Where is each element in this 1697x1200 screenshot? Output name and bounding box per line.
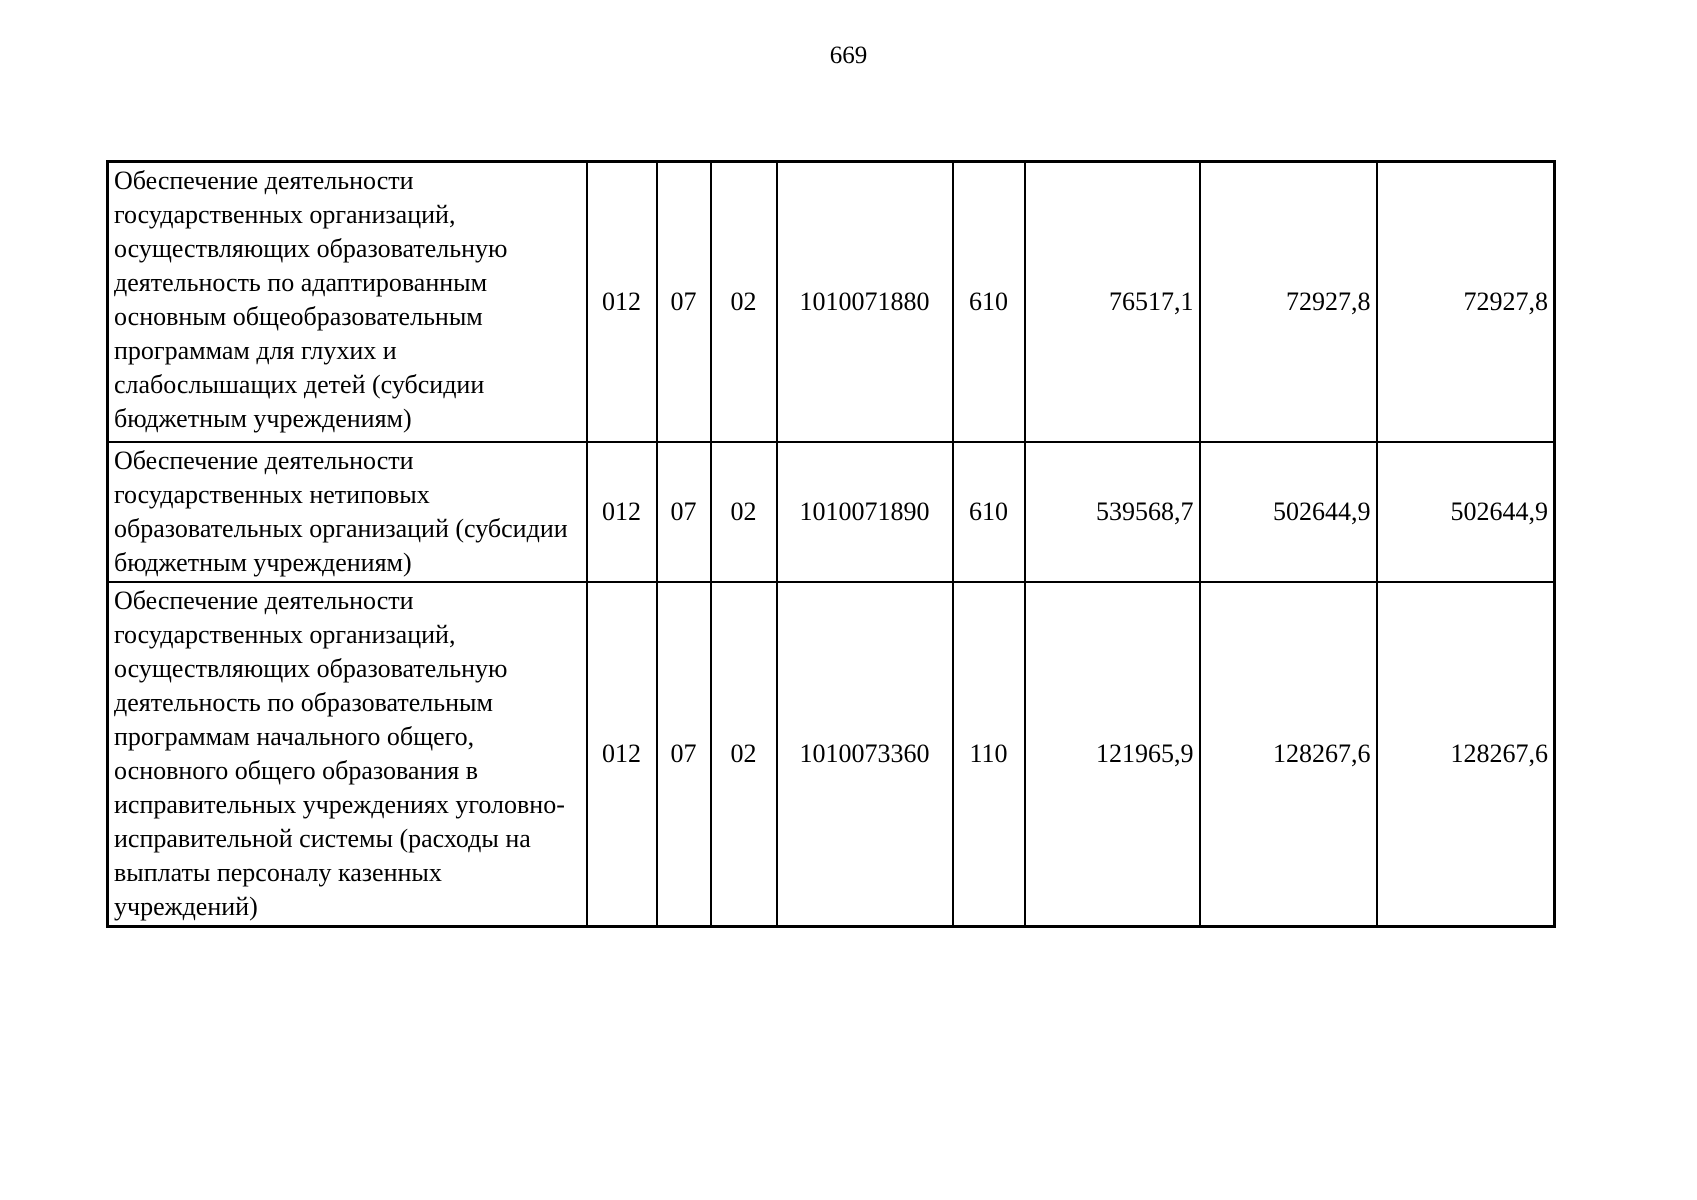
- amount-year-2: 128267,6: [1200, 582, 1377, 927]
- amount-year-3: 128267,6: [1377, 582, 1555, 927]
- table-row: [108, 442, 1555, 582]
- amount-year-2: 502644,9: [1200, 442, 1377, 582]
- target-item-code: 1010071890: [777, 442, 953, 582]
- subsection-code: 02: [711, 582, 777, 927]
- table-row: [108, 582, 1555, 927]
- target-item-code: 1010071880: [777, 162, 953, 442]
- target-item-code: 1010073360: [777, 582, 953, 927]
- subsection-code: 02: [711, 442, 777, 582]
- grbs-code: 012: [587, 442, 657, 582]
- budget-table: [106, 160, 1556, 928]
- expense-type-code: 110: [953, 582, 1025, 927]
- subsection-code: 02: [711, 162, 777, 442]
- page-number: 669: [829, 42, 868, 69]
- expense-type-code: 610: [953, 442, 1025, 582]
- amount-year-1: 539568,7: [1025, 442, 1200, 582]
- amount-year-1: 121965,9: [1025, 582, 1200, 927]
- amount-year-1: 76517,1: [1025, 162, 1200, 442]
- amount-year-2: 72927,8: [1200, 162, 1377, 442]
- grbs-code: 012: [587, 162, 657, 442]
- table-row: [108, 162, 1555, 442]
- section-code: 07: [657, 162, 711, 442]
- budget-item-name: Обеспечение деятельности государственных организаций, осуществляющих образовательную деятельность по адаптированным основным общеобразовательным программам для глухих и слабослышащих детей (субсидии бюджетным учреждениям): [108, 162, 587, 442]
- budget-item-name: Обеспечение деятельности государственных организаций, осуществляющих образовательную деятельность по образовательным программам начального общего, основного общего образования в исправительных учреждениях уголовно-исправительной системы (расходы на выплаты персоналу казенных учреждений): [108, 582, 587, 927]
- grbs-code: 012: [587, 582, 657, 927]
- expense-type-code: 610: [953, 162, 1025, 442]
- section-code: 07: [657, 442, 711, 582]
- amount-year-3: 72927,8: [1377, 162, 1555, 442]
- budget-item-name: Обеспечение деятельности государственных нетиповых образовательных организаций (субсидии бюджетным учреждениям): [108, 442, 587, 582]
- section-code: 07: [657, 582, 711, 927]
- amount-year-3: 502644,9: [1377, 442, 1555, 582]
